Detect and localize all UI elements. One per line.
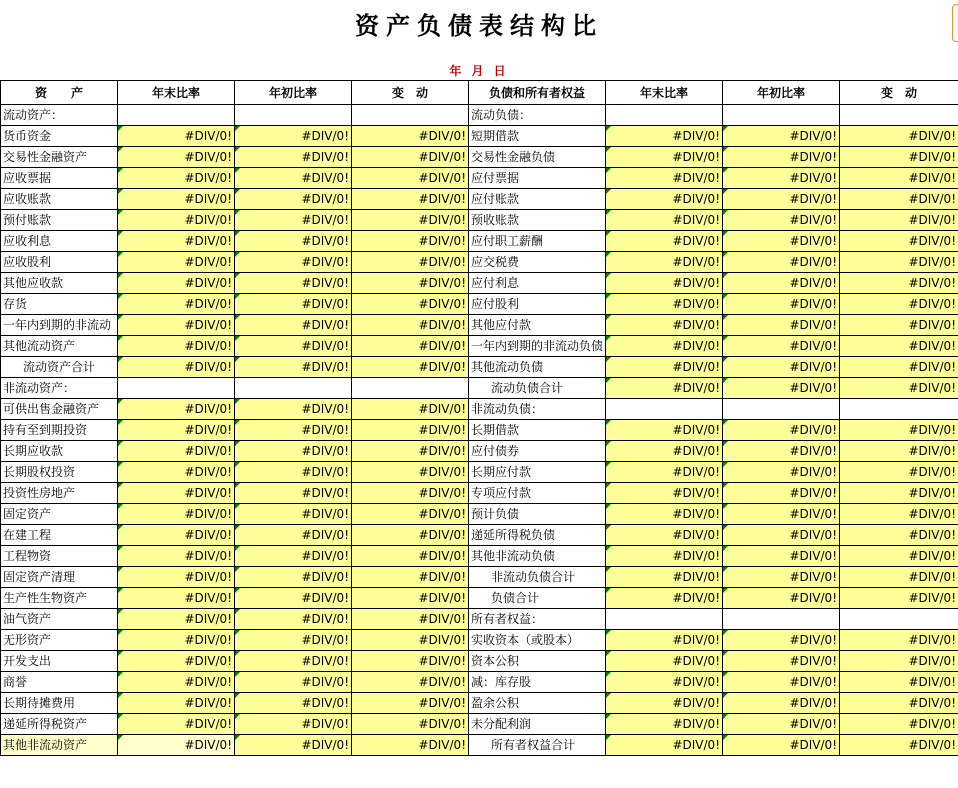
asset-ratio-cell[interactable]: #DIV/0!: [352, 273, 469, 294]
column-header[interactable]: 年初比率: [723, 81, 840, 105]
asset-ratio-cell[interactable]: #DIV/0!: [235, 147, 352, 168]
asset-ratio-cell[interactable]: #DIV/0!: [352, 168, 469, 189]
liability-ratio-cell[interactable]: #DIV/0!: [840, 504, 958, 525]
table-row: [1, 567, 958, 588]
asset-label-cell[interactable]: 长期股权投资: [1, 462, 118, 483]
asset-ratio-cell[interactable]: #DIV/0!: [118, 273, 235, 294]
empty-cell[interactable]: [118, 378, 235, 399]
liability-ratio-cell[interactable]: #DIV/0!: [840, 420, 958, 441]
asset-ratio-cell[interactable]: #DIV/0!: [235, 567, 352, 588]
table-row: [1, 588, 958, 609]
liability-ratio-cell[interactable]: #DIV/0!: [606, 483, 723, 504]
liability-label-cell[interactable]: 递延所得税负债: [469, 525, 606, 546]
asset-ratio-cell[interactable]: #DIV/0!: [235, 399, 352, 420]
table-row: [1, 483, 958, 504]
liability-ratio-cell[interactable]: #DIV/0!: [840, 525, 958, 546]
window-edge: [952, 4, 958, 42]
liability-ratio-cell[interactable]: #DIV/0!: [606, 588, 723, 609]
asset-ratio-cell[interactable]: #DIV/0!: [352, 210, 469, 231]
liability-ratio-cell[interactable]: #DIV/0!: [723, 735, 840, 756]
asset-label-cell[interactable]: 投资性房地产: [1, 483, 118, 504]
asset-ratio-cell[interactable]: #DIV/0!: [118, 672, 235, 693]
table-row: [1, 420, 958, 441]
empty-cell[interactable]: [840, 105, 958, 126]
asset-ratio-cell[interactable]: #DIV/0!: [352, 588, 469, 609]
asset-ratio-cell[interactable]: #DIV/0!: [235, 357, 352, 378]
liability-ratio-cell[interactable]: #DIV/0!: [606, 273, 723, 294]
table-row: [1, 462, 958, 483]
table-row: [1, 651, 958, 672]
asset-label-cell[interactable]: 递延所得税资产: [1, 714, 118, 735]
liability-label-cell[interactable]: 应交税费: [469, 252, 606, 273]
liability-ratio-cell[interactable]: #DIV/0!: [840, 567, 958, 588]
asset-ratio-cell[interactable]: #DIV/0!: [235, 252, 352, 273]
asset-ratio-cell[interactable]: #DIV/0!: [235, 441, 352, 462]
asset-ratio-cell[interactable]: #DIV/0!: [352, 189, 469, 210]
table-row: [1, 609, 958, 630]
asset-ratio-cell[interactable]: #DIV/0!: [235, 630, 352, 651]
table-row: [1, 441, 958, 462]
asset-ratio-cell[interactable]: #DIV/0!: [235, 672, 352, 693]
liability-label-cell[interactable]: 长期借款: [469, 420, 606, 441]
liability-ratio-cell[interactable]: #DIV/0!: [840, 168, 958, 189]
liability-ratio-cell[interactable]: #DIV/0!: [840, 147, 958, 168]
liability-ratio-cell[interactable]: #DIV/0!: [723, 651, 840, 672]
asset-label-cell[interactable]: 预付账款: [1, 210, 118, 231]
asset-ratio-cell[interactable]: #DIV/0!: [235, 525, 352, 546]
liability-ratio-cell[interactable]: #DIV/0!: [723, 126, 840, 147]
liability-ratio-cell[interactable]: #DIV/0!: [723, 567, 840, 588]
liability-label-cell[interactable]: 盈余公积: [469, 693, 606, 714]
table-row: [1, 714, 958, 735]
table-row: [1, 693, 958, 714]
liability-ratio-cell[interactable]: #DIV/0!: [606, 420, 723, 441]
table-row: [1, 252, 958, 273]
asset-ratio-cell[interactable]: #DIV/0!: [235, 126, 352, 147]
asset-ratio-cell[interactable]: #DIV/0!: [235, 231, 352, 252]
asset-ratio-cell[interactable]: #DIV/0!: [352, 609, 469, 630]
asset-ratio-cell[interactable]: #DIV/0!: [118, 441, 235, 462]
column-header[interactable]: 变 动: [352, 81, 469, 105]
liability-ratio-cell[interactable]: #DIV/0!: [840, 672, 958, 693]
asset-ratio-cell[interactable]: #DIV/0!: [235, 315, 352, 336]
asset-label-cell[interactable]: 在建工程: [1, 525, 118, 546]
asset-ratio-cell[interactable]: #DIV/0!: [352, 294, 469, 315]
liability-label-cell[interactable]: 交易性金融负债: [469, 147, 606, 168]
asset-ratio-cell[interactable]: #DIV/0!: [118, 189, 235, 210]
asset-label-cell[interactable]: 存货: [1, 294, 118, 315]
asset-ratio-cell[interactable]: #DIV/0!: [352, 714, 469, 735]
asset-ratio-cell[interactable]: #DIV/0!: [352, 630, 469, 651]
asset-label-cell[interactable]: 其他流动资产: [1, 336, 118, 357]
page-title: 资产负债表结构比: [355, 12, 603, 40]
table-row: [1, 399, 958, 420]
liability-ratio-cell[interactable]: #DIV/0!: [723, 252, 840, 273]
liability-ratio-cell[interactable]: #DIV/0!: [606, 189, 723, 210]
liability-ratio-cell[interactable]: #DIV/0!: [723, 315, 840, 336]
liability-ratio-cell[interactable]: #DIV/0!: [723, 378, 840, 399]
table-row: [1, 735, 958, 756]
liability-ratio-cell[interactable]: #DIV/0!: [723, 357, 840, 378]
asset-ratio-cell[interactable]: #DIV/0!: [352, 399, 469, 420]
liability-label-cell[interactable]: 应付职工薪酬: [469, 231, 606, 252]
table-row: [1, 231, 958, 252]
asset-ratio-cell[interactable]: #DIV/0!: [352, 462, 469, 483]
column-header[interactable]: 变 动: [840, 81, 958, 105]
liability-ratio-cell[interactable]: #DIV/0!: [723, 630, 840, 651]
asset-ratio-cell[interactable]: #DIV/0!: [235, 168, 352, 189]
liability-ratio-cell[interactable]: #DIV/0!: [606, 504, 723, 525]
liability-label-cell[interactable]: 一年内到期的非流动负债: [469, 336, 606, 357]
liability-label-cell[interactable]: 专项应付款: [469, 483, 606, 504]
asset-ratio-cell[interactable]: #DIV/0!: [118, 252, 235, 273]
liability-ratio-cell[interactable]: #DIV/0!: [840, 231, 958, 252]
liability-ratio-cell[interactable]: #DIV/0!: [723, 231, 840, 252]
table-row: [1, 189, 958, 210]
asset-ratio-cell[interactable]: #DIV/0!: [352, 693, 469, 714]
asset-ratio-cell[interactable]: #DIV/0!: [118, 420, 235, 441]
asset-label-cell[interactable]: 其他应收款: [1, 273, 118, 294]
empty-cell[interactable]: [606, 609, 723, 630]
table-row: [1, 630, 958, 651]
liability-ratio-cell[interactable]: #DIV/0!: [723, 273, 840, 294]
asset-ratio-cell[interactable]: #DIV/0!: [352, 546, 469, 567]
asset-ratio-cell[interactable]: #DIV/0!: [118, 651, 235, 672]
liability-ratio-cell[interactable]: #DIV/0!: [606, 735, 723, 756]
table-row: [1, 147, 958, 168]
asset-ratio-cell[interactable]: #DIV/0!: [235, 546, 352, 567]
column-header[interactable]: 年初比率: [235, 81, 352, 105]
asset-ratio-cell[interactable]: #DIV/0!: [118, 126, 235, 147]
asset-ratio-cell[interactable]: #DIV/0!: [235, 609, 352, 630]
column-header[interactable]: 年末比率: [606, 81, 723, 105]
asset-ratio-cell[interactable]: #DIV/0!: [352, 336, 469, 357]
liability-ratio-cell[interactable]: #DIV/0!: [723, 147, 840, 168]
liability-ratio-cell[interactable]: #DIV/0!: [606, 546, 723, 567]
asset-ratio-cell[interactable]: #DIV/0!: [118, 483, 235, 504]
asset-ratio-cell[interactable]: #DIV/0!: [352, 357, 469, 378]
asset-ratio-cell[interactable]: #DIV/0!: [352, 231, 469, 252]
liability-ratio-cell[interactable]: #DIV/0!: [723, 420, 840, 441]
empty-cell[interactable]: [118, 105, 235, 126]
liability-ratio-cell[interactable]: #DIV/0!: [723, 693, 840, 714]
liability-ratio-cell[interactable]: #DIV/0!: [840, 252, 958, 273]
asset-ratio-cell[interactable]: #DIV/0!: [235, 336, 352, 357]
liability-label-cell[interactable]: 非流动负债：: [469, 399, 606, 420]
liability-ratio-cell[interactable]: #DIV/0!: [606, 567, 723, 588]
asset-ratio-cell[interactable]: #DIV/0!: [118, 546, 235, 567]
liability-ratio-cell[interactable]: #DIV/0!: [840, 357, 958, 378]
liability-label-cell[interactable]: 减：库存股: [469, 672, 606, 693]
asset-ratio-cell[interactable]: #DIV/0!: [352, 735, 469, 756]
liability-label-cell[interactable]: 其他非流动负债: [469, 546, 606, 567]
liability-ratio-cell[interactable]: #DIV/0!: [840, 630, 958, 651]
liability-ratio-cell[interactable]: #DIV/0!: [840, 546, 958, 567]
liability-ratio-cell[interactable]: #DIV/0!: [606, 525, 723, 546]
liability-ratio-cell[interactable]: #DIV/0!: [840, 210, 958, 231]
asset-ratio-cell[interactable]: #DIV/0!: [235, 294, 352, 315]
liability-ratio-cell[interactable]: #DIV/0!: [723, 504, 840, 525]
liability-label-cell[interactable]: 其他应付款: [469, 315, 606, 336]
asset-label-cell[interactable]: 流动资产：: [1, 105, 118, 126]
liability-ratio-cell[interactable]: #DIV/0!: [606, 294, 723, 315]
asset-label-cell[interactable]: 应收账款: [1, 189, 118, 210]
table-row: [1, 294, 958, 315]
liability-label-cell[interactable]: 负债合计: [469, 588, 606, 609]
liability-label-cell[interactable]: 短期借款: [469, 126, 606, 147]
table-row: [1, 168, 958, 189]
asset-label-cell[interactable]: 其他非流动资产: [1, 735, 118, 756]
liability-ratio-cell[interactable]: #DIV/0!: [723, 336, 840, 357]
liability-label-cell[interactable]: 流动负债：: [469, 105, 606, 126]
empty-cell[interactable]: [840, 609, 958, 630]
asset-ratio-cell[interactable]: #DIV/0!: [235, 504, 352, 525]
asset-label-cell[interactable]: 应收利息: [1, 231, 118, 252]
asset-ratio-cell[interactable]: #DIV/0!: [352, 483, 469, 504]
liability-label-cell[interactable]: 其他流动负债: [469, 357, 606, 378]
liability-ratio-cell[interactable]: #DIV/0!: [840, 273, 958, 294]
table-row: [1, 672, 958, 693]
liability-ratio-cell[interactable]: #DIV/0!: [606, 693, 723, 714]
asset-ratio-cell[interactable]: #DIV/0!: [118, 567, 235, 588]
liability-label-cell[interactable]: 应付账款: [469, 189, 606, 210]
asset-ratio-cell[interactable]: #DIV/0!: [235, 588, 352, 609]
liability-ratio-cell[interactable]: #DIV/0!: [723, 462, 840, 483]
asset-ratio-cell[interactable]: #DIV/0!: [118, 315, 235, 336]
liability-ratio-cell[interactable]: #DIV/0!: [840, 483, 958, 504]
asset-ratio-cell[interactable]: #DIV/0!: [118, 147, 235, 168]
asset-ratio-cell[interactable]: #DIV/0!: [352, 651, 469, 672]
empty-cell[interactable]: [235, 378, 352, 399]
liability-label-cell[interactable]: 流动负债合计: [469, 378, 606, 399]
liability-ratio-cell[interactable]: #DIV/0!: [723, 189, 840, 210]
liability-ratio-cell[interactable]: #DIV/0!: [723, 672, 840, 693]
asset-ratio-cell[interactable]: #DIV/0!: [235, 273, 352, 294]
asset-ratio-cell[interactable]: #DIV/0!: [235, 462, 352, 483]
asset-ratio-cell[interactable]: #DIV/0!: [118, 462, 235, 483]
header-row: [1, 81, 958, 105]
asset-ratio-cell[interactable]: #DIV/0!: [352, 525, 469, 546]
liability-ratio-cell[interactable]: #DIV/0!: [723, 714, 840, 735]
liability-label-cell[interactable]: 应付债券: [469, 441, 606, 462]
table-row: [1, 546, 958, 567]
liability-ratio-cell[interactable]: #DIV/0!: [606, 315, 723, 336]
column-header[interactable]: 年末比率: [118, 81, 235, 105]
liability-ratio-cell[interactable]: #DIV/0!: [723, 588, 840, 609]
asset-ratio-cell[interactable]: #DIV/0!: [118, 336, 235, 357]
table-row: [1, 273, 958, 294]
asset-label-cell[interactable]: 应收股利: [1, 252, 118, 273]
liability-label-cell[interactable]: 应付票据: [469, 168, 606, 189]
asset-ratio-cell[interactable]: #DIV/0!: [118, 735, 235, 756]
liability-ratio-cell[interactable]: #DIV/0!: [840, 336, 958, 357]
liability-label-cell[interactable]: 应付股利: [469, 294, 606, 315]
asset-ratio-cell[interactable]: #DIV/0!: [118, 693, 235, 714]
liability-label-cell[interactable]: 预计负债: [469, 504, 606, 525]
liability-ratio-cell[interactable]: #DIV/0!: [840, 378, 958, 399]
asset-label-cell[interactable]: 一年内到期的非流动: [1, 315, 118, 336]
asset-ratio-cell[interactable]: #DIV/0!: [235, 651, 352, 672]
asset-ratio-cell[interactable]: #DIV/0!: [235, 483, 352, 504]
liability-ratio-cell[interactable]: #DIV/0!: [606, 147, 723, 168]
liability-label-cell[interactable]: 资本公积: [469, 651, 606, 672]
asset-ratio-cell[interactable]: #DIV/0!: [235, 210, 352, 231]
asset-ratio-cell[interactable]: #DIV/0!: [118, 630, 235, 651]
liability-label-cell[interactable]: 未分配利润: [469, 714, 606, 735]
liability-ratio-cell[interactable]: #DIV/0!: [606, 168, 723, 189]
column-header[interactable]: 资 产: [1, 81, 118, 105]
asset-label-cell[interactable]: 固定资产清理: [1, 567, 118, 588]
asset-ratio-cell[interactable]: #DIV/0!: [118, 609, 235, 630]
asset-ratio-cell[interactable]: #DIV/0!: [235, 735, 352, 756]
asset-label-cell[interactable]: 应收票据: [1, 168, 118, 189]
liability-ratio-cell[interactable]: #DIV/0!: [840, 189, 958, 210]
asset-label-cell[interactable]: 可供出售金融资产: [1, 399, 118, 420]
liability-label-cell[interactable]: 应付利息: [469, 273, 606, 294]
asset-ratio-cell[interactable]: #DIV/0!: [235, 693, 352, 714]
asset-label-cell[interactable]: 流动资产合计: [1, 357, 118, 378]
liability-ratio-cell[interactable]: #DIV/0!: [723, 210, 840, 231]
asset-label-cell[interactable]: 长期待摊费用: [1, 693, 118, 714]
liability-ratio-cell[interactable]: #DIV/0!: [840, 441, 958, 462]
empty-cell[interactable]: [235, 105, 352, 126]
asset-ratio-cell[interactable]: #DIV/0!: [352, 441, 469, 462]
liability-ratio-cell[interactable]: #DIV/0!: [606, 462, 723, 483]
liability-ratio-cell[interactable]: #DIV/0!: [606, 378, 723, 399]
asset-label-cell[interactable]: 非流动资产：: [1, 378, 118, 399]
liability-ratio-cell[interactable]: #DIV/0!: [606, 714, 723, 735]
liability-ratio-cell[interactable]: #DIV/0!: [606, 336, 723, 357]
liability-label-cell[interactable]: 非流动负债合计: [469, 567, 606, 588]
liability-ratio-cell[interactable]: #DIV/0!: [723, 294, 840, 315]
column-header[interactable]: 负债和所有者权益: [469, 81, 606, 105]
asset-ratio-cell[interactable]: #DIV/0!: [352, 126, 469, 147]
table-row: [1, 105, 958, 126]
asset-ratio-cell[interactable]: #DIV/0!: [352, 315, 469, 336]
asset-ratio-cell[interactable]: #DIV/0!: [118, 294, 235, 315]
liability-ratio-cell[interactable]: #DIV/0!: [606, 210, 723, 231]
table-row: [1, 315, 958, 336]
liability-ratio-cell[interactable]: #DIV/0!: [840, 714, 958, 735]
empty-cell[interactable]: [723, 399, 840, 420]
asset-ratio-cell[interactable]: #DIV/0!: [118, 525, 235, 546]
liability-ratio-cell[interactable]: #DIV/0!: [606, 231, 723, 252]
liability-ratio-cell[interactable]: #DIV/0!: [723, 546, 840, 567]
asset-label-cell[interactable]: 持有至到期投资: [1, 420, 118, 441]
asset-ratio-cell[interactable]: #DIV/0!: [352, 420, 469, 441]
asset-ratio-cell[interactable]: #DIV/0!: [118, 714, 235, 735]
asset-ratio-cell[interactable]: #DIV/0!: [352, 567, 469, 588]
liability-ratio-cell[interactable]: #DIV/0!: [723, 441, 840, 462]
report-date: 年 月 日: [449, 64, 509, 78]
asset-label-cell[interactable]: 油气资产: [1, 609, 118, 630]
asset-label-cell[interactable]: 工程物资: [1, 546, 118, 567]
liability-label-cell[interactable]: 实收资本（或股本）: [469, 630, 606, 651]
asset-label-cell[interactable]: 生产性生物资产: [1, 588, 118, 609]
liability-label-cell[interactable]: 长期应付款: [469, 462, 606, 483]
liability-ratio-cell[interactable]: #DIV/0!: [840, 315, 958, 336]
asset-ratio-cell[interactable]: #DIV/0!: [352, 672, 469, 693]
table-row: [1, 504, 958, 525]
balance-sheet-ratio-table: [0, 80, 958, 756]
asset-ratio-cell[interactable]: #DIV/0!: [118, 588, 235, 609]
empty-cell[interactable]: [606, 105, 723, 126]
liability-label-cell[interactable]: 所有者权益：: [469, 609, 606, 630]
liability-ratio-cell[interactable]: #DIV/0!: [606, 126, 723, 147]
asset-ratio-cell[interactable]: #DIV/0!: [235, 714, 352, 735]
liability-ratio-cell[interactable]: #DIV/0!: [840, 588, 958, 609]
asset-label-cell[interactable]: 长期应收款: [1, 441, 118, 462]
empty-cell[interactable]: [723, 105, 840, 126]
asset-label-cell[interactable]: 交易性金融资产: [1, 147, 118, 168]
asset-label-cell[interactable]: 固定资产: [1, 504, 118, 525]
asset-ratio-cell[interactable]: #DIV/0!: [352, 504, 469, 525]
liability-label-cell[interactable]: 所有者权益合计: [469, 735, 606, 756]
empty-cell[interactable]: [352, 105, 469, 126]
empty-cell[interactable]: [606, 399, 723, 420]
asset-ratio-cell[interactable]: #DIV/0!: [118, 504, 235, 525]
liability-ratio-cell[interactable]: #DIV/0!: [606, 441, 723, 462]
asset-label-cell[interactable]: 商誉: [1, 672, 118, 693]
liability-ratio-cell[interactable]: #DIV/0!: [840, 294, 958, 315]
liability-ratio-cell[interactable]: #DIV/0!: [840, 126, 958, 147]
liability-ratio-cell[interactable]: #DIV/0!: [840, 693, 958, 714]
liability-ratio-cell[interactable]: #DIV/0!: [606, 630, 723, 651]
table-row: [1, 336, 958, 357]
liability-label-cell[interactable]: 预收账款: [469, 210, 606, 231]
liability-ratio-cell[interactable]: #DIV/0!: [840, 735, 958, 756]
asset-label-cell[interactable]: 货币资金: [1, 126, 118, 147]
liability-ratio-cell[interactable]: #DIV/0!: [840, 651, 958, 672]
empty-cell[interactable]: [723, 609, 840, 630]
table-row: [1, 357, 958, 378]
table-row: [1, 126, 958, 147]
asset-ratio-cell[interactable]: #DIV/0!: [118, 399, 235, 420]
table-row: [1, 378, 958, 399]
asset-ratio-cell[interactable]: #DIV/0!: [352, 147, 469, 168]
asset-ratio-cell[interactable]: #DIV/0!: [118, 168, 235, 189]
asset-ratio-cell[interactable]: #DIV/0!: [118, 210, 235, 231]
asset-ratio-cell[interactable]: #DIV/0!: [235, 189, 352, 210]
empty-cell[interactable]: [840, 399, 958, 420]
asset-ratio-cell[interactable]: #DIV/0!: [235, 420, 352, 441]
table-row: [1, 210, 958, 231]
liability-ratio-cell[interactable]: #DIV/0!: [723, 168, 840, 189]
asset-label-cell[interactable]: 开发支出: [1, 651, 118, 672]
empty-cell[interactable]: [352, 378, 469, 399]
asset-ratio-cell[interactable]: #DIV/0!: [118, 231, 235, 252]
asset-ratio-cell[interactable]: #DIV/0!: [118, 357, 235, 378]
table-row: [1, 525, 958, 546]
liability-ratio-cell[interactable]: #DIV/0!: [723, 483, 840, 504]
liability-ratio-cell[interactable]: #DIV/0!: [723, 525, 840, 546]
asset-label-cell[interactable]: 无形资产: [1, 630, 118, 651]
liability-ratio-cell[interactable]: #DIV/0!: [606, 357, 723, 378]
liability-ratio-cell[interactable]: #DIV/0!: [840, 462, 958, 483]
asset-ratio-cell[interactable]: #DIV/0!: [352, 252, 469, 273]
liability-ratio-cell[interactable]: #DIV/0!: [606, 672, 723, 693]
liability-ratio-cell[interactable]: #DIV/0!: [606, 651, 723, 672]
liability-ratio-cell[interactable]: #DIV/0!: [606, 252, 723, 273]
